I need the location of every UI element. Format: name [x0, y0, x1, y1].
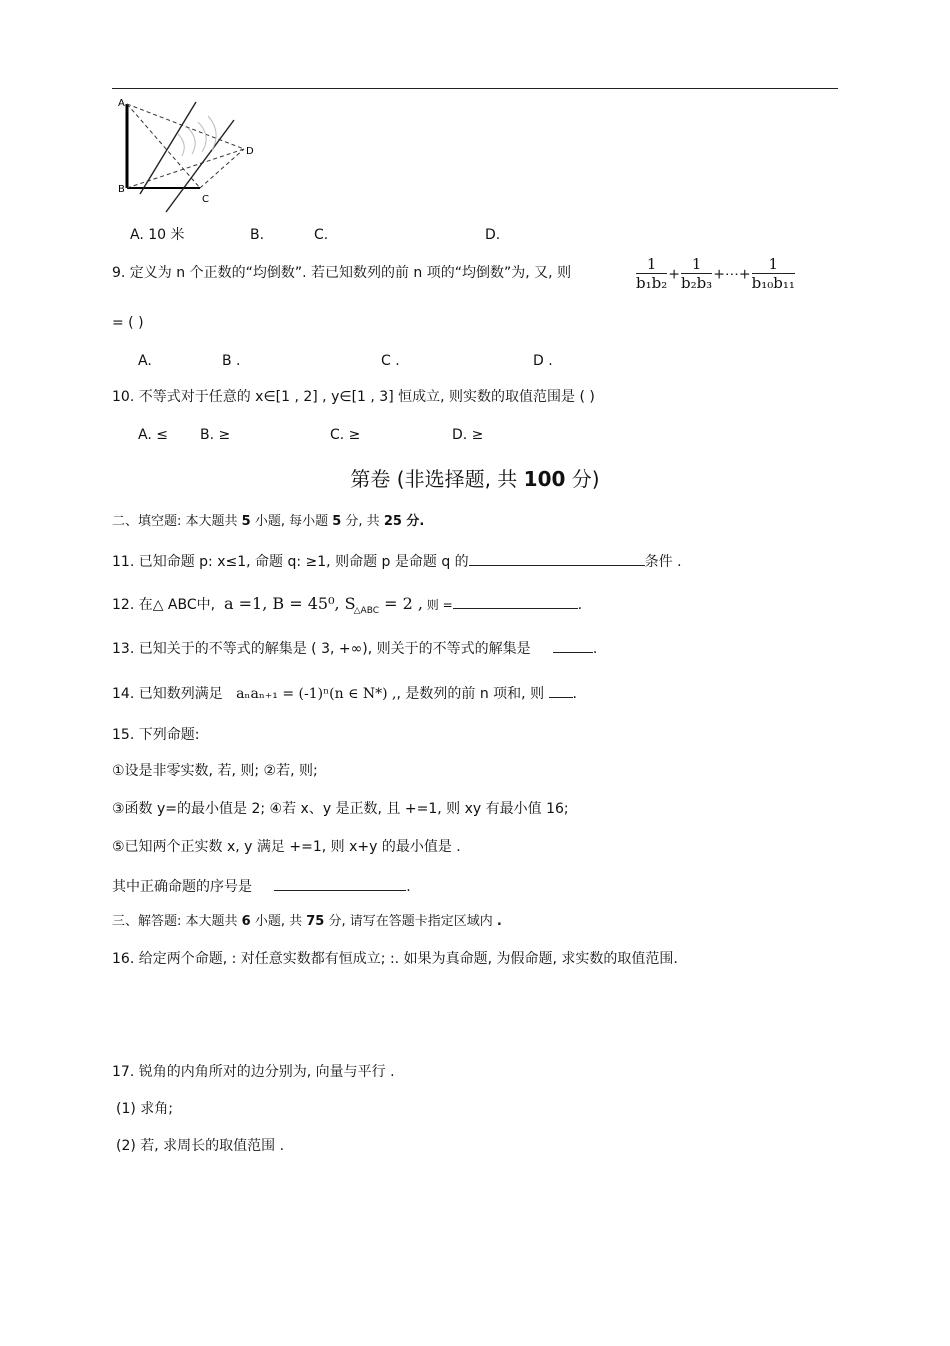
- q13: 13. 已知关于的不等式的解集是 ( 3, +∞), 则关于的不等式的解集是 .: [112, 638, 597, 658]
- q9-term-1: $\frac{1}{\text{b₁b₂}}$: [636, 255, 668, 292]
- q15-head: 15. 下列命题:: [112, 727, 200, 743]
- q8-option-b: B.: [250, 227, 265, 243]
- label-a: A: [118, 98, 125, 109]
- q9-text: 9. 定义为 n 个正数的“均倒数”. 若已知数列的前 n 项的“均倒数”为, 又, 则: [112, 265, 572, 281]
- q9-term-3: $\frac{1}{\text{b₁₀b₁₁}}$: [751, 255, 795, 292]
- q9-plus: +: [668, 266, 680, 283]
- q11-blank[interactable]: [469, 551, 645, 566]
- q10-option-c: C. ≥: [330, 427, 361, 443]
- q10-option-a: A. ≤: [138, 427, 168, 443]
- q16: 16. 给定两个命题, : 对任意实数都有恒成立; :. 如果为真命题, 为假命题, 求实数的取值范围.: [112, 951, 678, 967]
- q10-option-b: B. ≥: [200, 427, 231, 443]
- q9-option-d: D .: [533, 353, 553, 369]
- q9-formula: [635, 256, 796, 293]
- q14-blank[interactable]: [549, 683, 573, 698]
- q13-blank[interactable]: [553, 638, 593, 653]
- label-d: D: [246, 146, 254, 157]
- label-c: C: [202, 194, 209, 205]
- q9-term-2: $\frac{1}{\text{b₂b₃}}$: [680, 255, 713, 292]
- q15-line-2: ③函数 y=的最小值是 2; ④若 x、y 是正数, 且 +=1, 则 xy 有最小值 16;: [112, 801, 569, 817]
- q11: 11. 已知命题 p: x≤1, 命题 q: ≥1, 则命题 p 是命题 q 的 条件 .: [112, 551, 682, 571]
- geometry-figure: [116, 94, 261, 219]
- q15-blank[interactable]: [274, 876, 406, 891]
- part3-heading: 三、解答题: 本大题共 6 小题, 共 75 分, 请写在答题卡指定区域内 .: [112, 914, 502, 929]
- q15-line-1: ①设是非零实数, 若, 则; ②若, 则;: [112, 763, 318, 779]
- q10-option-d: D. ≥: [452, 427, 484, 443]
- q12-blank[interactable]: [453, 594, 578, 609]
- q17-part-2: (2) 若, 求周长的取值范围 .: [116, 1138, 285, 1154]
- label-b: B: [118, 184, 125, 195]
- q10-text: 10. 不等式对于任意的 x∈[1 , 2] , y∈[1 , 3] 恒成立, 则实数的取值范围是 ( ): [112, 389, 595, 405]
- q17-part-1: (1) 求角;: [116, 1101, 173, 1117]
- q8-option-d: D.: [485, 227, 501, 243]
- q8-option-c: C.: [314, 227, 329, 243]
- q15-line-3: ⑤已知两个正实数 x, y 满足 +=1, 则 x+y 的最小值是 .: [112, 839, 461, 855]
- section-title: 第卷 (非选择题, 共 100 分): [350, 467, 600, 491]
- q9-dots: +⋯+: [713, 266, 751, 283]
- q9-option-b: B .: [222, 353, 241, 369]
- q9-option-c: C .: [381, 353, 400, 369]
- q8-option-a: A. 10 米: [130, 227, 185, 243]
- q15-ask: 其中正确命题的序号是 .: [112, 876, 411, 896]
- q9-option-a: A.: [138, 353, 152, 369]
- header-rule: [112, 88, 838, 89]
- q14: 14. 已知数列满足 aₙaₙ₊₁ = (-1)ⁿ(n ∈ N*) ,, 是数列的前 n 项和, 则 .: [112, 683, 577, 703]
- q9-tail: = ( ): [112, 315, 144, 331]
- part2-heading: 二、填空题: 本大题共 5 小题, 每小题 5 分, 共 25 分.: [112, 514, 425, 529]
- q17: 17. 锐角的内角所对的边分别为, 向量与平行 .: [112, 1064, 395, 1080]
- q12: 12. 在△ ABC中, a =1, B = 45⁰, $S_{\triangle ABC} = 2$ , 则 = .: [112, 594, 583, 616]
